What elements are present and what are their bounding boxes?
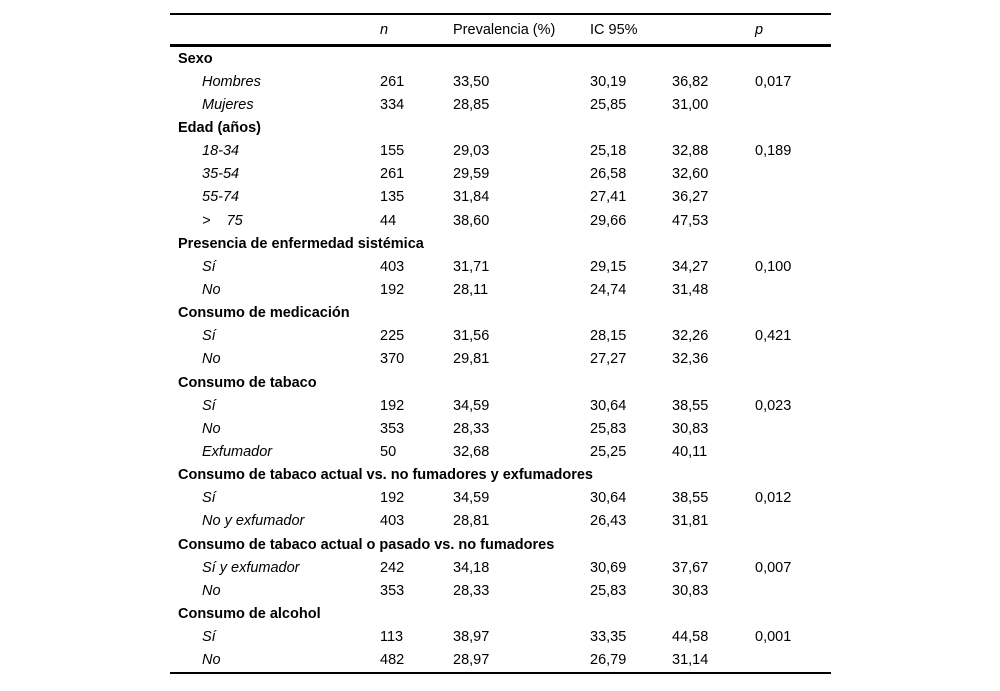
cell-ic-low: 25,83 xyxy=(590,582,627,599)
cell-n: 155 xyxy=(380,143,405,160)
cell-ic-low: 30,64 xyxy=(590,397,627,414)
cell-ic-high: 32,60 xyxy=(672,166,709,183)
table-row xyxy=(170,278,831,301)
table-row xyxy=(170,440,831,463)
row-label: No xyxy=(202,652,221,669)
row-label: > 75 xyxy=(202,212,243,229)
cell-prevalencia: 28,85 xyxy=(453,96,490,113)
row-label: Sí xyxy=(202,258,216,275)
cell-p: 0,012 xyxy=(755,490,792,507)
cell-prevalencia: 34,59 xyxy=(453,397,490,414)
cell-prevalencia: 31,71 xyxy=(453,258,490,275)
row-label: No xyxy=(202,582,221,599)
row-label: No xyxy=(202,420,221,437)
cell-ic-high: 38,55 xyxy=(672,397,709,414)
table-row xyxy=(170,510,831,533)
table-header-row xyxy=(170,15,831,47)
table-row xyxy=(170,417,831,440)
section-header-label: Presencia de enfermedad sistémica xyxy=(178,235,424,252)
cell-n: 44 xyxy=(380,212,397,229)
cell-ic-low: 25,18 xyxy=(590,143,627,160)
section-header-label: Consumo de tabaco xyxy=(178,374,317,391)
cell-ic-high: 31,00 xyxy=(672,96,709,113)
cell-p: 0,001 xyxy=(755,629,792,646)
cell-ic-high: 31,81 xyxy=(672,513,709,530)
cell-ic-low: 28,15 xyxy=(590,328,627,345)
table-row xyxy=(170,140,831,163)
section-header-row xyxy=(170,371,831,394)
cell-ic-low: 30,64 xyxy=(590,490,627,507)
cell-ic-high: 37,67 xyxy=(672,559,709,576)
cell-ic-high: 44,58 xyxy=(672,629,709,646)
section-header-row xyxy=(170,602,831,625)
cell-ic-low: 29,15 xyxy=(590,258,627,275)
table-row xyxy=(170,325,831,348)
row-label: Sí xyxy=(202,629,216,646)
table-row xyxy=(170,209,831,232)
cell-prevalencia: 34,18 xyxy=(453,559,490,576)
table-row xyxy=(170,649,831,672)
cell-ic-high: 36,82 xyxy=(672,73,709,90)
row-label: Sí xyxy=(202,328,216,345)
col-header-prevalencia: Prevalencia (%) xyxy=(453,21,556,38)
table-row xyxy=(170,255,831,278)
cell-ic-low: 29,66 xyxy=(590,212,627,229)
section-header-label: Consumo de tabaco actual o pasado vs. no fumadores xyxy=(178,536,555,553)
cell-n: 353 xyxy=(380,582,405,599)
row-label: Hombres xyxy=(202,73,261,90)
cell-ic-high: 31,14 xyxy=(672,652,709,669)
cell-prevalencia: 28,33 xyxy=(453,420,490,437)
table-row xyxy=(170,70,831,93)
cell-ic-high: 47,53 xyxy=(672,212,709,229)
cell-ic-high: 31,48 xyxy=(672,281,709,298)
table-row xyxy=(170,394,831,417)
cell-n: 353 xyxy=(380,420,405,437)
cell-ic-low: 25,85 xyxy=(590,96,627,113)
row-label: Exfumador xyxy=(202,443,273,460)
cell-ic-low: 26,43 xyxy=(590,513,627,530)
cell-ic-low: 27,41 xyxy=(590,189,627,206)
row-label: Sí xyxy=(202,490,216,507)
row-label: No xyxy=(202,281,221,298)
cell-prevalencia: 33,50 xyxy=(453,73,490,90)
cell-n: 192 xyxy=(380,490,405,507)
cell-prevalencia: 29,59 xyxy=(453,166,490,183)
row-label: 35-54 xyxy=(202,166,240,183)
cell-n: 192 xyxy=(380,281,405,298)
table-row xyxy=(170,556,831,579)
section-header-row xyxy=(170,47,831,70)
cell-n: 242 xyxy=(380,559,405,576)
cell-ic-low: 33,35 xyxy=(590,629,627,646)
cell-prevalencia: 32,68 xyxy=(453,443,490,460)
cell-ic-low: 25,25 xyxy=(590,443,627,460)
cell-prevalencia: 29,03 xyxy=(453,143,490,160)
cell-p: 0,189 xyxy=(755,143,792,160)
cell-ic-high: 32,36 xyxy=(672,351,709,368)
cell-ic-low: 30,69 xyxy=(590,559,627,576)
cell-ic-low: 24,74 xyxy=(590,281,627,298)
cell-prevalencia: 29,81 xyxy=(453,351,490,368)
row-label: 18-34 xyxy=(202,143,240,160)
section-header-row xyxy=(170,116,831,139)
cell-n: 113 xyxy=(380,629,404,646)
cell-prevalencia: 31,84 xyxy=(453,189,490,206)
cell-n: 482 xyxy=(380,652,405,669)
cell-n: 403 xyxy=(380,258,405,275)
cell-n: 261 xyxy=(380,166,405,183)
cell-n: 403 xyxy=(380,513,405,530)
cell-n: 225 xyxy=(380,328,405,345)
cell-prevalencia: 31,56 xyxy=(453,328,490,345)
cell-p: 0,017 xyxy=(755,73,792,90)
table-row xyxy=(170,626,831,649)
row-label: No y exfumador xyxy=(202,513,305,530)
cell-ic-low: 30,19 xyxy=(590,73,627,90)
table-row xyxy=(170,163,831,186)
table-row xyxy=(170,487,831,510)
cell-prevalencia: 28,81 xyxy=(453,513,490,530)
cell-n: 370 xyxy=(380,351,405,368)
section-header-row xyxy=(170,302,831,325)
cell-p: 0,100 xyxy=(755,258,792,275)
cell-n: 261 xyxy=(380,73,405,90)
cell-ic-low: 26,79 xyxy=(590,652,627,669)
prevalence-table xyxy=(170,13,831,674)
cell-ic-high: 30,83 xyxy=(672,420,709,437)
cell-n: 50 xyxy=(380,443,397,460)
table-row xyxy=(170,186,831,209)
cell-prevalencia: 38,97 xyxy=(453,629,490,646)
table-body xyxy=(170,47,831,672)
cell-prevalencia: 28,97 xyxy=(453,652,490,669)
cell-ic-high: 40,11 xyxy=(672,443,708,460)
col-header-p: p xyxy=(755,21,764,38)
row-label: Sí xyxy=(202,397,216,414)
section-header-row xyxy=(170,232,831,255)
row-label: Sí y exfumador xyxy=(202,559,300,576)
cell-ic-high: 32,26 xyxy=(672,328,709,345)
section-header-label: Consumo de alcohol xyxy=(178,605,321,622)
cell-ic-high: 36,27 xyxy=(672,189,709,206)
cell-p: 0,421 xyxy=(755,328,792,345)
row-label: No xyxy=(202,351,221,368)
table-row xyxy=(170,579,831,602)
cell-n: 192 xyxy=(380,397,405,414)
row-label: 55-74 xyxy=(202,189,240,206)
cell-ic-low: 25,83 xyxy=(590,420,627,437)
row-label: Mujeres xyxy=(202,96,254,113)
cell-prevalencia: 28,11 xyxy=(453,281,489,298)
cell-ic-low: 27,27 xyxy=(590,351,627,368)
section-header-label: Edad (años) xyxy=(178,119,261,136)
table-row xyxy=(170,93,831,116)
col-header-n: n xyxy=(380,21,389,38)
cell-ic-low: 26,58 xyxy=(590,166,627,183)
cell-ic-high: 30,83 xyxy=(672,582,709,599)
cell-n: 334 xyxy=(380,96,405,113)
section-header-label: Consumo de tabaco actual vs. no fumadores y exfumadores xyxy=(178,467,593,484)
section-header-row xyxy=(170,464,831,487)
cell-p: 0,007 xyxy=(755,559,792,576)
cell-prevalencia: 28,33 xyxy=(453,582,490,599)
col-header-ic95: IC 95% xyxy=(590,21,638,38)
cell-p: 0,023 xyxy=(755,397,792,414)
cell-prevalencia: 34,59 xyxy=(453,490,490,507)
cell-ic-high: 34,27 xyxy=(672,258,709,275)
cell-ic-high: 32,88 xyxy=(672,143,709,160)
section-header-label: Sexo xyxy=(178,50,213,67)
cell-n: 135 xyxy=(380,189,405,206)
section-header-label: Consumo de medicación xyxy=(178,305,350,322)
table-row xyxy=(170,348,831,371)
section-header-row xyxy=(170,533,831,556)
cell-prevalencia: 38,60 xyxy=(453,212,490,229)
cell-ic-high: 38,55 xyxy=(672,490,709,507)
